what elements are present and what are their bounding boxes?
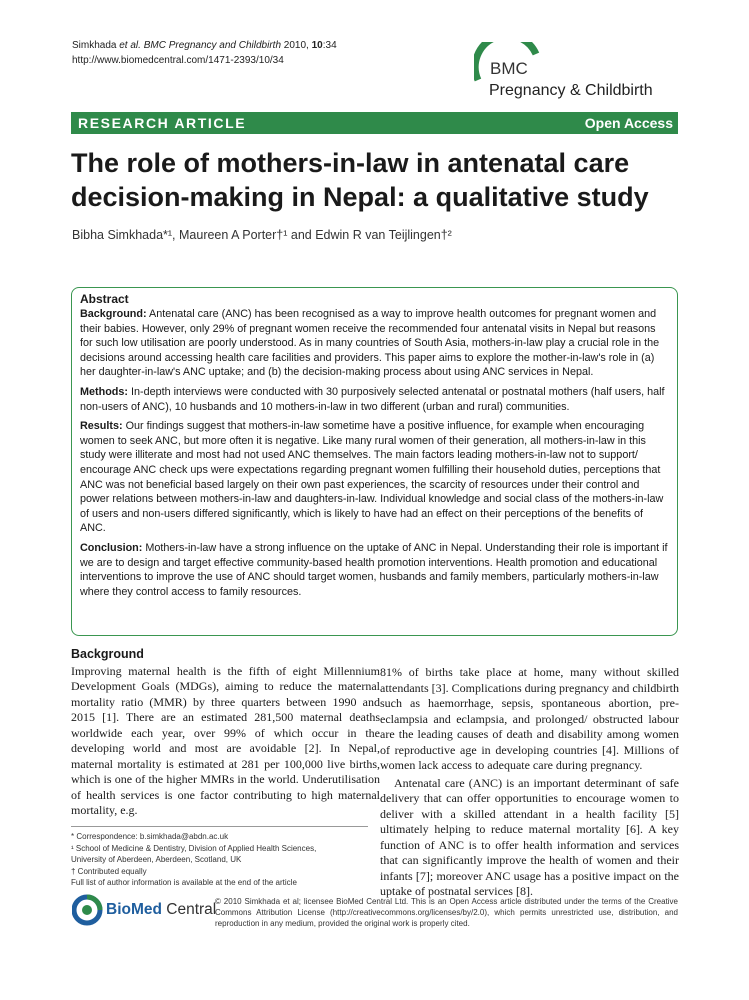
abstract-results-text: Our findings suggest that mothers-in-law sometime have a positive influence, for example when encouraging women to seek ANC, but more often it is negative. Like many rural women of their generation, all mothers-in-law in this study were illiterate and most had not used ANC themselves. The main factors leading mothers-in-law not to support/ encourage ANC check ups were expectations regarding pregnant women fulfilling their household duties, perceptions that ANC was not beneficial based largely on their own past experiences, the scarcity of resources under their control and power relations between mothers-in-law and daughters-in-law. Individual knowledge and social class of the mothers-in-law of users and non-users differed significantly, which is likely to have had an effect on their perceptions of the benefits of ANC. — [80, 420, 664, 535]
citation-pages: :34 — [322, 40, 337, 51]
citation-author: Simkhada — [72, 40, 120, 51]
citation-year: 2010, — [281, 40, 312, 51]
citation-header — [72, 38, 337, 68]
abstract-conclusion — [80, 541, 669, 599]
article-url[interactable]: http://www.biomedcentral.com/1471-2393/10/34 — [72, 55, 284, 66]
body-paragraph: Antenatal care (ANC) is an important determinant of safe delivery that can offer opportunities to encourage women to deliver with a skilled attendant in a health facility [5] ultimately helping to reduce maternal mortality [6]. A key function of ANC is to offer health information and services that can significantly improve the health of women and their infants [7]; moreover ANC usage has a positive impact on the uptake of postnatal services [8]. — [380, 775, 679, 898]
biomed-swirl-icon — [72, 893, 106, 927]
article-title: The role of mothers-in-law in antenatal care decision-making in Nepal: a qualitative study — [71, 148, 649, 212]
body-paragraph: 81% of births take place at home, many without skilled attendants [3]. Complications during pregnancy and childbirth such as haemorrhage, sepsis, spontaneous abortion, pre-eclampsia and eclampsia, and prolonged/ obstructed labour are the leading causes of death and disability among women of reproductive age in developing countries [4]. Millions of women lack access to adequate care during pregnancy. — [380, 665, 679, 772]
footnote-affiliation: University of Aberdeen, Aberdeen, Scotland, UK — [71, 855, 242, 864]
abstract-results — [80, 419, 669, 536]
abstract-results-label: Results: — [80, 420, 123, 433]
article-type-banner — [71, 112, 678, 134]
body-paragraph: Improving maternal health is the fifth of eight Millennium Development Goals (MDGs), aiming to reduce the maternal mortality ratio (MMR) by three quarters between 1990 and 2015 [1]. There are an estimated 281,500 maternal deaths worldwide each year, over 99% of which occur in the developing world and most are avoidable [2]. In Nepal, maternal mortality is estimated at 281 per 100,000 live births, which is one of the higher MMRs in the world. Underutilisation of health services is one factor contributing to high maternal mortality, e.g. — [71, 663, 380, 817]
abstract-methods-text: In-depth interviews were conducted with 30 purposively selected antenatal or postnatal mothers (half users, half non-users of ANC), 10 husbands and 10 mothers-in-law in two different (urban and rural) communities. — [80, 385, 665, 413]
citation-journal: BMC Pregnancy and Childbirth — [140, 40, 282, 51]
abstract-background-text: Antenatal care (ANC) has been recognised as a way to improve health outcomes for pregnant women and their babies. However, only 29% of pregnant women receive the recommended four antenatal visits in Nepal but reasons for such low utilisation are poorly understood. As in many countries of South Asia, mothers-in-law play a crucial role in the decisions around accessing health care facilities and providers. This paper aims to explore the mother-in-law's role in (a) her daughter-in-law's ANC uptake; and (b) the decision-making process about using ANC services in Nepal. — [80, 308, 660, 379]
publisher-logo-bio: BioMed — [106, 901, 162, 918]
abstract-background — [80, 307, 669, 380]
article-type-label: RESEARCH ARTICLE — [78, 115, 247, 131]
license-statement: © 2010 Simkhada et al; licensee BioMed Central Ltd. This is an Open Access article distributed under the terms of the Creative Commons Attribution License (http://creativecommons.org/licenses/by/2.0), which permits unrestricted use, distribution, and reproduction in any medium, provided the original work is properly cited. — [215, 897, 678, 928]
footnotes — [71, 826, 368, 889]
abstract-heading: Abstract — [80, 292, 129, 306]
footnote-correspondence: * Correspondence: b.simkhada@abdn.ac.uk — [71, 832, 229, 841]
abstract-box — [71, 287, 678, 636]
abstract-methods — [80, 385, 669, 414]
publisher-logo-central: Central — [161, 901, 217, 918]
open-access-label: Open Access — [584, 115, 673, 131]
abstract-conclusion-text: Mothers-in-law have a strong influence on the uptake of ANC in Nepal. Understanding their role is important if we are to design and target effective community-based health promotion interventions. Health promotion and educational interventions to improve the use of ANC should target women, husbands and family members, particularly mothers-in-law where they control access to family resources. — [80, 541, 668, 598]
body-column-right — [380, 665, 679, 900]
footnote-contributed: † Contributed equally — [71, 866, 147, 876]
abstract-conclusion-label: Conclusion: — [80, 541, 143, 554]
journal-logo-name: Pregnancy & Childbirth — [489, 82, 653, 99]
citation-volume: 10 — [311, 40, 323, 51]
author-list: Bibha Simkhada*¹, Maureen A Porter†¹ and Edwin R van Teijlingen†² — [72, 228, 452, 242]
journal-logo — [474, 42, 684, 104]
citation-etal: et al. — [119, 40, 141, 51]
abstract-background-label: Background: — [80, 308, 147, 320]
footnote-affiliation: ¹ School of Medicine & Dentistry, Division of Applied Health Sciences, — [71, 843, 317, 853]
abstract-methods-label: Methods: — [80, 385, 128, 398]
journal-logo-bmc: BMC — [490, 59, 528, 78]
section-heading-background: Background — [71, 647, 144, 661]
footnote-full-list: Full list of author information is available at the end of the article — [71, 878, 297, 887]
publisher-logo-text — [106, 901, 216, 919]
body-column-left — [71, 647, 380, 819]
publisher-logo — [72, 893, 217, 927]
